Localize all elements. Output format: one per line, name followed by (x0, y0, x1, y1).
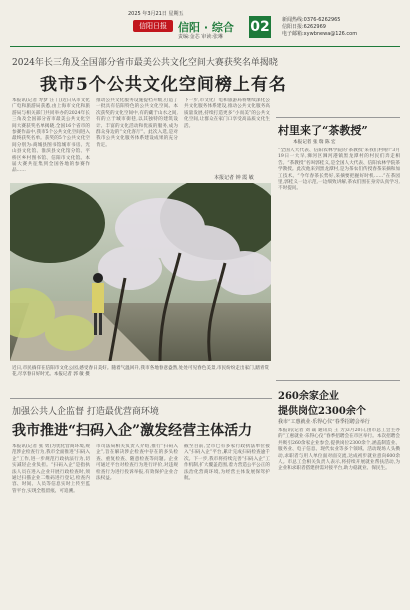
divider (276, 380, 400, 381)
story4-body: 本报讯(记者 刘 焱 通讯员 王 芳)3月20日,由市总工会主办的“工惠就业·乐得心仪”春季招聘会在市区举行。本次招聘会共吸引260余家企业参会,提供岗位2300余个,涵盖制造业、服务业、电子信息、现代农业等多个领域。活动现场人头攒动,求职者与用人单位面对面交流,达成初步就业意向600余人。市总工会相关负责人表示,将持续开展就业帮扶活动,为企业和求职者搭建供需对接平台,助力稳就业、保民生。 (278, 428, 400, 472)
story1-column-2: 推动公共文化服务设施提档升级,打造了一批具有信阳特色的公共文化空间。本次获奖的文化空间中,有的藏于山水之间,有的立于城市街巷,以其独特的建筑设计、丰富的文化活动和优质的服务,成为群众身边的“文化客厅”。此次入选,是对我市公共文化服务体系建设成果的充分肯定。 (96, 98, 178, 148)
story2-byline: 本报记者 张 瑞 陈 宏 (293, 140, 336, 145)
section-title: 信阳 · 综合 (178, 21, 234, 34)
story2-body: “全国人大代表、信阳农林学院的‘茶教授’来我们村啦!”3月19日一大早,浉河区浉河港镇黑龙潭村的村民们奔走相告。“茶教授”名叫郭桂义,是全国人大代表、信阳农林学院茶学教授。此次他来到黑龙潭村,是为茶农们传授春茶采摘和加工技术。“今年春茶长势好,采摘要把握好时机……”在茶园里,郭桂义一边示范,一边细致讲解,茶农们围在身旁认真学习,不时提问。 (278, 148, 400, 192)
story1-column-3: 下一步,市文化广电和旅游局将继续深化公共文化服务体系建设,推动公共文化服务高质量发展,持续打造更多“小而美”的公共文化空间,让群众在家门口享受高品质文化生活。 (184, 98, 270, 129)
editor-line: 责编:金芯 审读:张琳 (178, 34, 223, 40)
news-photo (10, 183, 271, 361)
park-photo-illustration (10, 183, 271, 361)
story2-headline: 村里来了“茶教授” (278, 124, 368, 137)
hotline-2: 信阳日报:6262969 (282, 24, 326, 30)
story3-kicker: 加强公共人企监督 打造最优营商环境 (12, 407, 159, 417)
story4-headline-1: 260余家企业 (278, 391, 339, 402)
photo-caption: 近日,市民徜徉在信阳市文化公园,感受春日美好。随着气温回升,我市各地春意盎然,处处可见春色美景,市民纷纷走出家门,踏青赏花,尽享春日好时光。本报记者 郭 敏 摄 (12, 366, 269, 377)
story3-column-3: 截至目前,全市已有多家行政执法单位接入“扫码入企”平台,累计完成扫码检查逾千次。下一步,我市将持续完善“扫码入企”工作机制,扩大覆盖范围,着力营造公平公正的法治化营商环境,为经营主体发展保驾护航。 (184, 444, 270, 482)
email: 电子邮箱:xywbnewa@126.com (282, 31, 358, 37)
story1-kicker: 2024年长三角及全国部分省市最美公共文化空间大赛获奖名单揭晓 (12, 58, 278, 68)
masthead-rule (10, 46, 400, 47)
date-line: 2025 年3月21日 星期五 (128, 11, 184, 17)
story4-subhead: 我市“工惠就业·乐得心仪”春季招聘会举行 (278, 419, 370, 425)
story3-column-1: 本报讯(记者 张 勇)为优化营商环境,规范涉企检查行为,我市全面推进“扫码入企”工作,进一步规范行政执法行为,切实减轻企业负担。“扫码入企”是指执法人员在进入企业开展行政检查时,须通过扫描企业二维码进行登记,检查内容、时间、人员等信息实时上传至监管平台,实现全程留痕、可追溯。 (12, 444, 90, 494)
hotline-1: 新闻热线:0376-6262965 (282, 17, 341, 23)
story1-byline: 本报记者 钟 霞 敏 (214, 175, 254, 181)
story3-column-2: 市司法局相关负责人介绍,推行“扫码入企”,旨在解决涉企检查中存在的多头检查、重复检查、随意检查等问题。企业可通过平台对检查行为进行评价,对违规检查行为进行投诉举报,有效保护企业合法权益。 (96, 444, 178, 482)
story1-column-1: 本报讯(记者 寿梦 汪 门)近日从市文化广电和旅游局获悉,由上海市文化和旅游局与相关部门共同举办的2024年长三角及全国部分省市最美公共文化空间大赛获奖名单揭晓,全国16个省市的参赛作品中,我市5个公共文化空间进入最终获奖名单。获奖的5个公共文化空间分别为:商城县图书馆城市书房、光山县文化馆、淮滨县文化馆分馆、平桥区乡村图书馆、信阳市文化馆。本届大赛共征集到全国各地的参赛作品…… (12, 98, 90, 174)
page-number: 02 (249, 16, 271, 38)
divider (276, 117, 400, 118)
story4-headline-2: 提供岗位2300余个 (278, 406, 366, 417)
divider (10, 398, 272, 399)
story3-headline: 我市推进“扫码入企”激发经营主体活力 (12, 423, 253, 439)
story1-headline: 我市5个公共文化空间榜上有名 (40, 75, 287, 95)
hotline-block (282, 17, 357, 38)
masthead (0, 0, 410, 46)
newspaper-logo: 信阳日报 (133, 20, 173, 32)
